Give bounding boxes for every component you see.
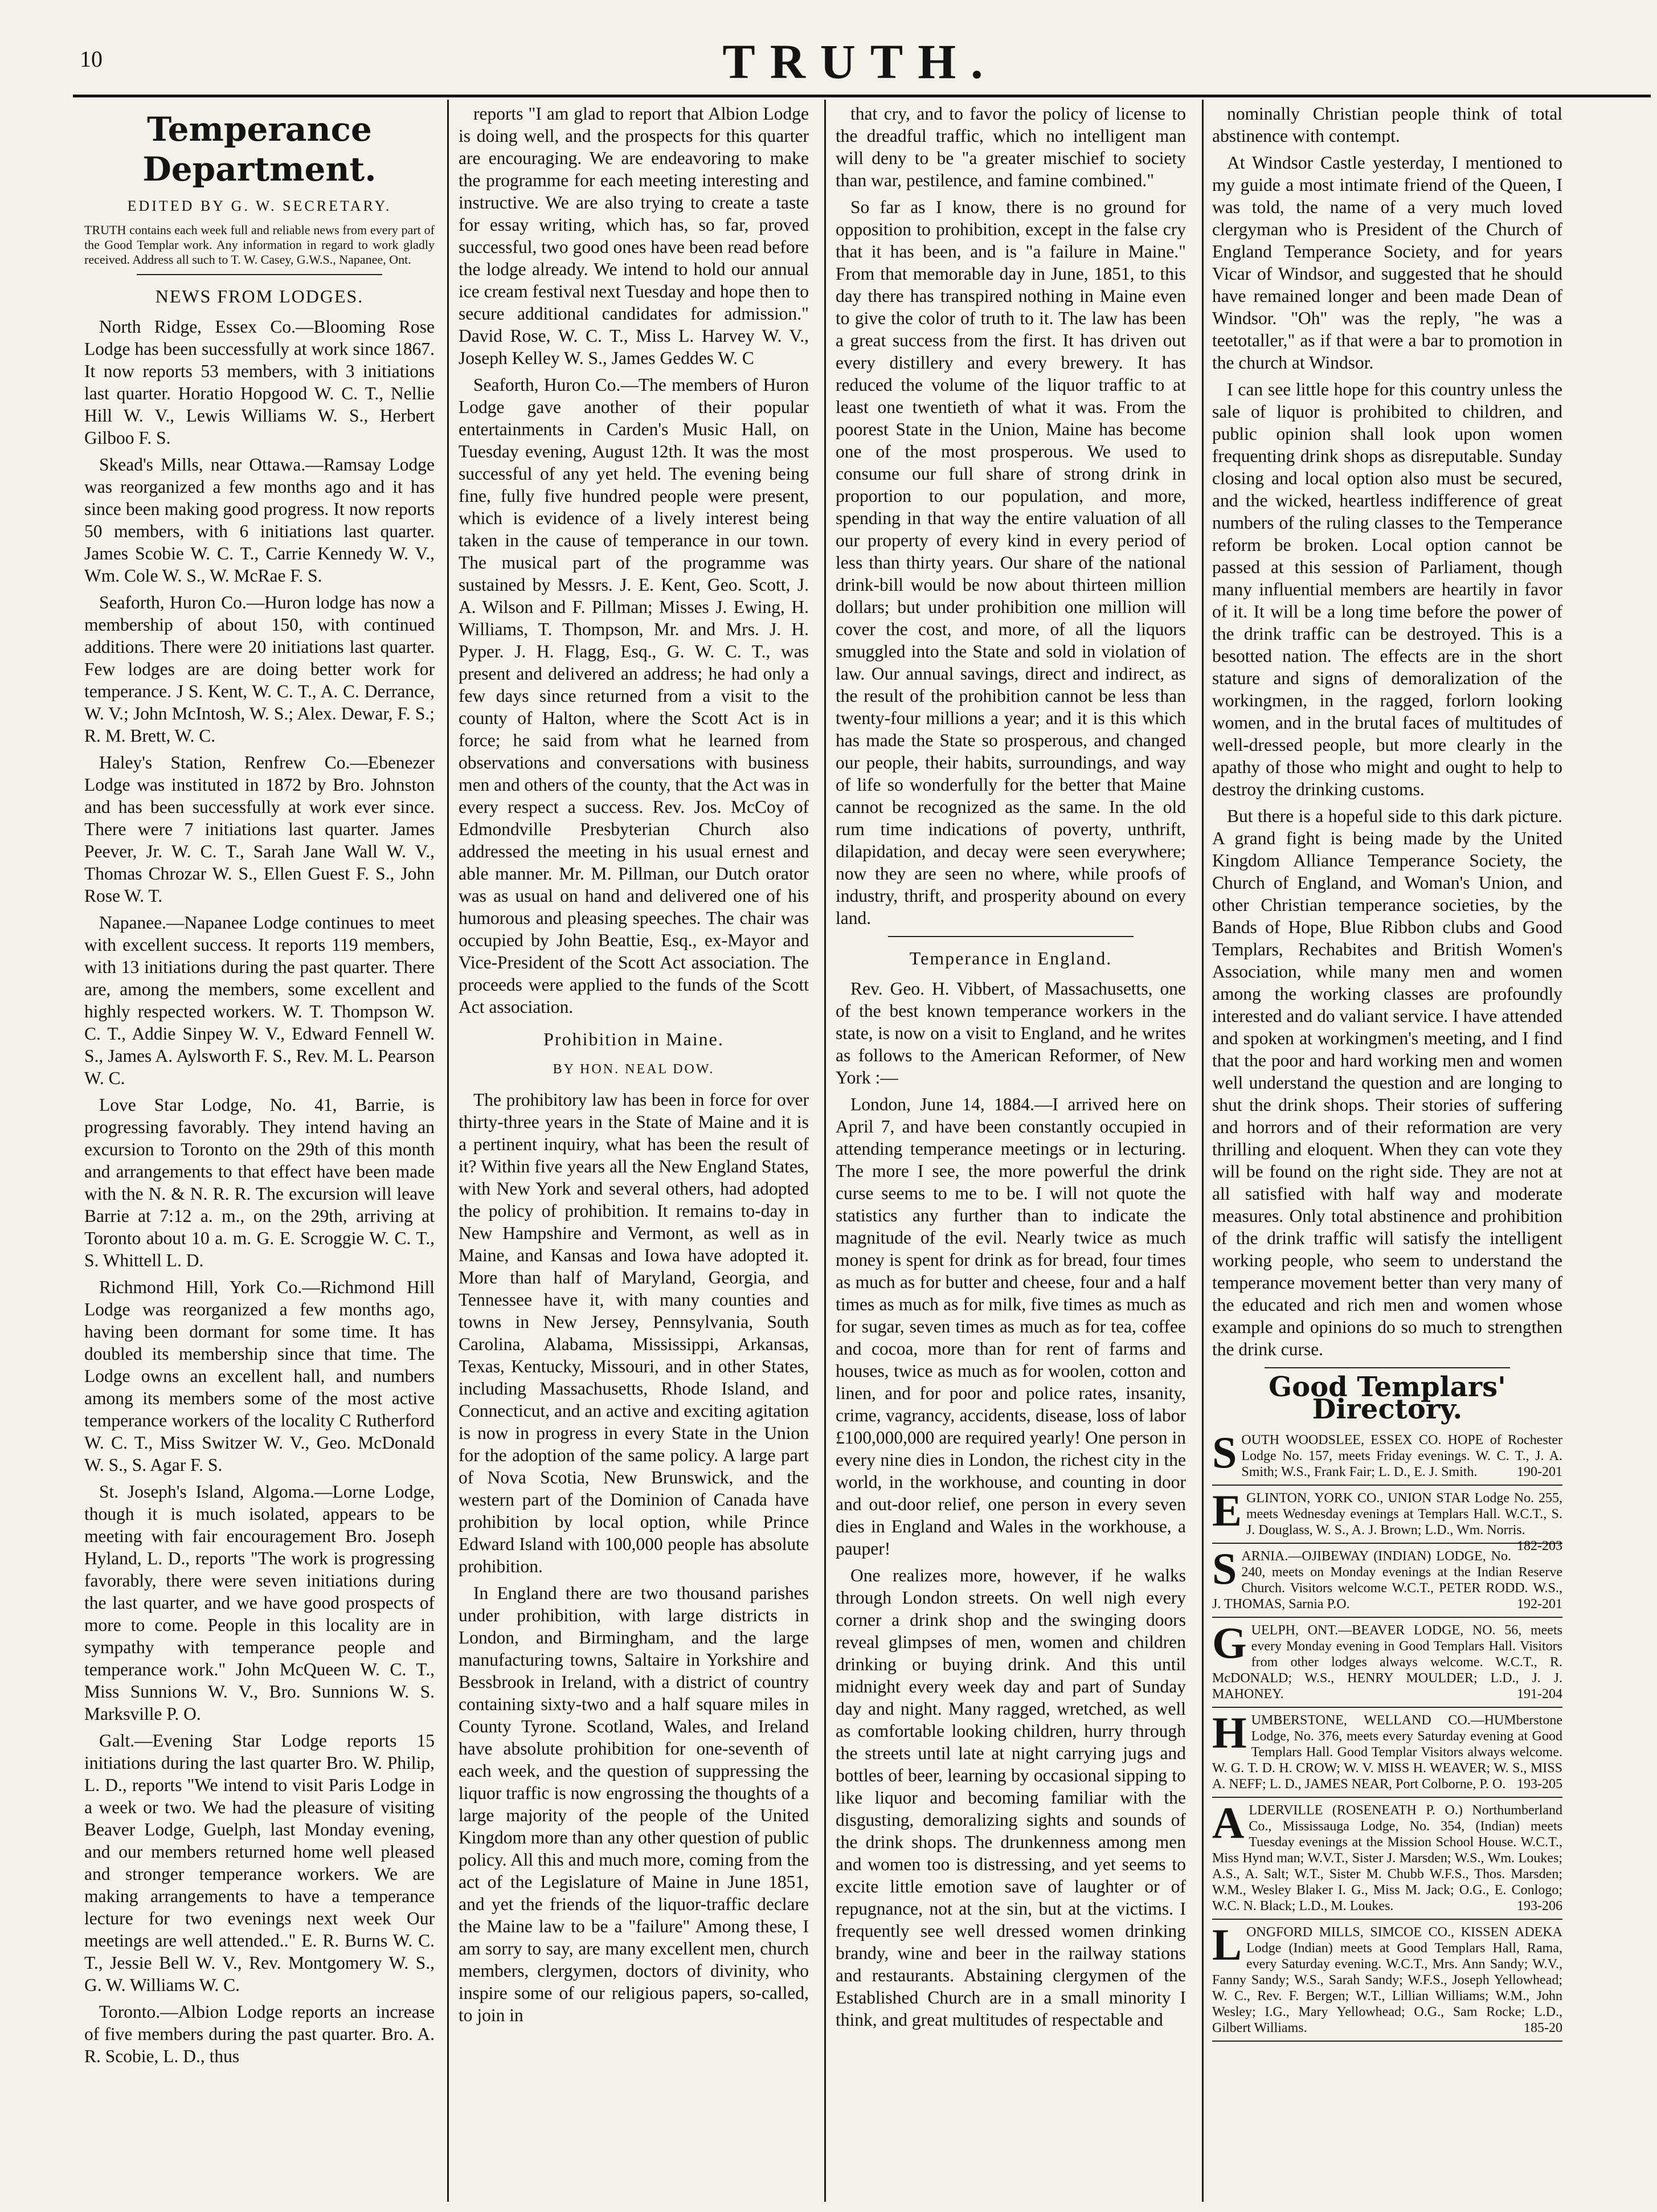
article-paragraph: In England there are two thousand parishes under prohibition, with large districts in London, and Birmingham, and the large manufacturing towns, Saltaire in Yorkshire and Bessbrook in Ireland, with a district of country containing sixty-two and a half square miles in County Tyrone. Scotland, Wales, and Ireland have absolute prohibition for one-seventh of each week, and the question of suppressing the liquor traffic is now engrossing the thoughts of a large majority of the people of the United Kingdom more than any other question of public policy. All this and much more, coming from the act of the Legislature of Maine in June 1851, and yet the friends of the liquor-traffic declare the Maine law to be a "failure" Among these, I am sorry to say, are many excellent men, church members, clergymen, doctors of divinity, who inspire some of our religious papers, so-called, to join in <box>459 1583 809 2025</box>
column-4 <box>1212 103 1562 2199</box>
lodge-report: Galt.—Evening Star Lodge reports 15 initiations during the last quarter Bro. W. Philip, L. D., reports "We intend to visit Paris Lodge in a week or two. We had the pleasure of visiting Beaver Lodge, Guelph, last Monday evening, and our members returned home well pleased and stronger temperance workers. We are making arrangements to have a temperance lecture for two evenings next week Our meetings are well attended.." E. R. Burns W. C. T., Jessie Bell W. V., Rev. Montgomery W. S., G. W. Williams W. C. <box>84 1731 435 1995</box>
edited-by-line: EDITED BY G. W. SECRETARY. <box>127 198 392 214</box>
directory-listing <box>1212 1618 1562 1708</box>
lodge-report: Toronto.—Albion Lodge reports an increase of five members during the past quarter. Bro. A. R. Scobie, L. D., thus <box>84 2002 435 2066</box>
listing-text: ONGFORD MILLS, SIMCOE CO., KISSEN ADEKA Lodge (Indian) meets at Good Templars Hall, Rama, every Saturday evening. W.C.T., Mrs. Ann Sandy; W.V., Fanny Sandy; W.S., Sarah Sandy; W.F.S., Joseph Yellowhead; W. C., Rev. F. Bergen; W.T., Lillian Williams; W.M., John Wesley; I.G., Mary Yellowhead; O.G., Sam Rocke; L.D., Gilbert Williams. <box>1212 1925 1562 2035</box>
listing-text: OUTH WOODSLEE, ESSEX CO. HOPE of Rochester Lodge No. 157, meets Friday evenings. W. C. T., J. A. Smith; W.S., Frank Fair; L. D., E. J. Smith. <box>1241 1433 1562 1479</box>
lodge-report: Richmond Hill, York Co.—Richmond Hill Lodge was reorganized a few months ago, having been dormant for some time. It has doubled its membership since that time. The Lodge owns an excellent hall, and numbers among its members some of the most active temperance workers of the locality C Rutherford W. C. T., Miss Switzer W. V., Geo. McDonald W. S., S. Agar F. S. <box>84 1277 435 1475</box>
article-paragraph: At Windsor Castle yesterday, I mentioned to my guide a most intimate friend of the Queen, I was told, the name of a very much loved clergyman who is President of the Church of England Temperance Society, and for years Vicar of Windsor, and suggested that he should have remained longer and been made Dean of Windsor. "Oh" was the reply, "he was a teetotaller," as if that were a bar to promotion in the church at Windsor. <box>1212 153 1562 373</box>
lodge-report: reports "I am glad to report that Albion Lodge is doing well, and the prospects for this quarter are encouraging. We are endeavoring to make the programme for each meeting interesting and instructive. We are also trying to create a taste for essay writing, which has, so far, proved successful, two good ones have been read before the lodge already. We intend to hold our annual ice cream festival next Tuesday and hope then to secure additional candidates for admission." David Rose, W. C. T., Miss L. Harvey W. V., Joseph Kelley W. S., James Geddes W. C <box>459 104 809 368</box>
article-rule <box>888 936 1134 937</box>
listing-text: ARNIA.—OJIBEWAY (INDIAN) LODGE, No. 240, meets on Monday evenings at the Indian Reserve Church. Visitors welcome W.C.T., PETER RODD. W.S., J. THOMAS, Sarnia P.O. <box>1212 1549 1562 1612</box>
directory-listing <box>1212 1920 1562 2042</box>
directory-listing <box>1212 1544 1562 1618</box>
lodge-report: North Ridge, Essex Co.—Blooming Rose Lodge has been successfully at work since 1867. It now reports 53 members, with 3 initiations last quarter. Horatio Hopgood W. C. T., Nellie Hill W. V., Lewis Williams W. S., Herbert Gilboo F. S. <box>84 317 435 448</box>
submission-notice: TRUTH contains each week full and reliable news from every part of the Good Templar work. Any information in regard to work gladly received. Address all such to T. W. Casey, G.W.S., Napanee, Ont. <box>84 223 435 267</box>
article-paragraph: I can see little hope for this country unless the sale of liquor is prohibited to children, and public opinion shall look upon women frequenting drink shops as disreputable. Sunday closing and local option also must be secured, and the wicked, heartless indifference of great numbers of the ruling classes to the Temperance reform be broken. Local option cannot be passed at this session of Parliament, though many influential members are heartily in favor of it. It will be a long time before the power of the drink traffic can be destroyed. This is a besotted nation. The effects are in the short stature and signs of demoralization of the workingmen, in the ragged, forlorn looking women, and in the brutal faces of multitudes of well-dressed people, but more clearly in the apathy of those who might and ought to help to destroy the drinking customs. <box>1212 379 1562 799</box>
lodge-report: Skead's Mills, near Ottawa.—Ramsay Lodge was reorganized a few months ago and it has since been making good progress. It now reports 50 members, with 6 initiations last quarter. James Scobie W. C. T., Carrie Kennedy W. V., Wm. Cole W. S., W. McRae F. S. <box>84 455 435 586</box>
article-paragraph: Rev. Geo. H. Vibbert, of Massachusetts, one of the best known temperance workers in the state, is now on a visit to England, and he writes as follows to the American Reformer, of New York :— <box>836 979 1186 1087</box>
listing-ref: 185-20 <box>1524 2021 1562 2035</box>
listing-ref: 182-203 <box>1517 1539 1562 1553</box>
drop-cap: E <box>1212 1486 1242 1535</box>
lodge-report: Seaforth, Huron Co.—The members of Huron Lodge gave another of their popular entertainments in Carden's Music Hall, on Tuesday evening, August 12th. It was the most successful of any yet held. The evening being fine, fully five hundred people were present, which is evidence of a lively interest being taken in the cause of temperance in our town. The musical part of the programme was sustained by Messrs. J. E. Kent, Geo. Scott, J. A. Wilson and F. Pillman; Misses J. Ewing, H. Williams, T. Thompson, Mr. and Mrs. J. H. Pyper. J. H. Flagg, Esq., G. W. C. T., was present and delivered an address; he had only a few days since returned from a visit to the county of Halton, where the Scott Act is in force; he said from what he learned from observations and conversations with business men and others of the county, that the Act was in every respect a success. Rev. Jos. McCoy of Edmondville Presbyterian Church also addressed the meeting in his usual ernest and able manner. Mr. M. Pillman, our Dutch orator was as usual on hand and delivered one of his humorous and pleasing speeches. The chair was occupied by John Beattie, Esq., ex-Mayor and Vice-President of the Scott Act association. The proceeds were applied to the funds of the Scott Act association. <box>459 375 809 1017</box>
column-3 <box>836 103 1186 2199</box>
section-rule <box>137 274 382 275</box>
column-1 <box>84 103 435 2199</box>
lodge-report: Napanee.—Napanee Lodge continues to meet with excellent success. It reports 119 members, with 13 initiations during the past quarter. There are, among the members, some excellent and highly respected workers. W. T. Thompson W. C. T., Addie Sinpey W. V., Edward Fennell W. S., James A. Aylsworth F. S., Rev. M. L. Pearson W. C. <box>84 913 435 1088</box>
listing-ref: 193-206 <box>1517 1899 1562 1913</box>
article-byline: BY HON. NEAL DOW. <box>553 1062 715 1077</box>
listing-text: UELPH, ONT.—BEAVER LODGE, NO. 56, meets every Monday evening in Good Templars Hall. Visitors from other lodges always welcome. W.C.T., R. McDONALD; W.S., HENRY MOULDER; L.D., J. J. MAHONEY. <box>1212 1623 1562 1702</box>
drop-cap: S <box>1212 1544 1237 1593</box>
listing-text: LDERVILLE (ROSENEATH P. O.) Northumberland Co., Mississauga Lodge, No. 354, (Indian) meets Tuesday evenings at the Mission School House. W.C.T., Miss Hynd man; W.V.T., Sister J. Marsden; W.S., Wm. Loukes; A.S., A. Salt; W.T., Sister M. Chubb W.F.S., Thos. Marsden; W.M., Wesley Blaker I. G., Miss M. Jack; O.G., E. Conlogo; W.C. N. Black; L.D., M. Loukes. <box>1212 1803 1562 1913</box>
header-rule <box>73 95 1651 97</box>
drop-cap: L <box>1212 1920 1242 1969</box>
listing-text: UMBERSTONE, WELLAND CO.—HUMberstone Lodge, No. 376, meets every Saturday evening at Good Templars Hall. Good Templar Visitors always welcome. W. G. T. D. H. CROW; W. V. MISS H. WEAVER; W. S., MISS A. NEFF; L. D., JAMES NEAR, Port Colborne, P. O. <box>1212 1713 1562 1792</box>
listing-ref: 193-205 <box>1517 1777 1562 1792</box>
directory-listing <box>1212 1798 1562 1920</box>
page-header <box>68 23 1652 91</box>
article-paragraph: The prohibitory law has been in force for over thirty-three years in the State of Maine and it is a pertinent inquiry, what has been the result of it? Within five years all the New England States, with New York and several others, had adopted the policy of prohibition. It remains to-day in New Hampshire and Vermont, as well as in Maine, and Kansas and Iowa have adopted it. More than half of Maryland, Georgia, and Tennessee have it, with many counties and towns in New Jersey, Pennsylvania, South Carolina, Alabama, Mississippi, Arkansas, Texas, Kentucky, Missouri, and in other States, including Massachusetts, Rhode Island, and Connecticut, and an active and exciting agitation is now in progress in every State in the Union for the adoption of the same policy. A large part of Nova Scotia, New Brunswick, and the western part of the Dominion of Canada have prohibition by local option, while Prince Edward Island with 100,000 people has absolute prohibition. <box>459 1090 809 1576</box>
article-paragraph: One realizes more, however, if he walks through London streets. On well nigh every corner a drink shop and the swinging doors reveal glimpses of men, women and children drinking or buying drink. And this until midnight every week day and part of Sunday day and night. Many ragged, wretched, as well as comfortable looking children, hurry through the streets until late at night carrying jugs and bottles of beer, learning by occasional sipping to like liquor and becoming familiar with the disgusting, demoralizing sights and sounds of the drink shops. The drunkenness among men and women too is distressing, and yet seems to excite little emotion save of laughter or of repugnance, not at the sin, but at the victims. I frequently see well dressed women drinking brandy, wine and beer in the railway stations and restaurants. Abstaining clergymen of the Established Church are in a small minority I think, and great multitudes of respectable and <box>836 1565 1186 2030</box>
drop-cap: H <box>1212 1708 1247 1757</box>
directory-listing <box>1212 1428 1562 1486</box>
column-divider <box>447 100 449 2202</box>
column-divider <box>1202 100 1204 2202</box>
drop-cap: A <box>1212 1798 1245 1847</box>
section-heading: NEWS FROM LODGES. <box>155 286 364 306</box>
lodge-report: Seaforth, Huron Co.—Huron lodge has now a membership of about 150, with continued additions. There were 20 initiations last quarter. Few lodges are are doing better work for temperance. J S. Kent, W. C. T., A. C. Derrance, W. V.; John McIntosh, W. S.; Alex. Dewar, F. S.; R. M. Brett, W. C. <box>84 592 435 746</box>
directory-heading: Good Templars' Directory. <box>1269 1371 1506 1425</box>
article-paragraph: So far as I know, there is no ground for opposition to prohibition, except in the false cry that it has been, and is "a failure in Maine." From that memorable day in June, 1851, to this day there has transpired nothing in Maine even to give the color of truth to it. The law has been a great success from the first. It has driven out every distillery and every brewery. It has reduced the volume of the liquor traffic to at least one twentieth of what it was. From the poorest State in the Union, Maine has become one of the most prosperous. We used to consume our full share of strong drink in proportion to our population, and more, spending in that way the entire valuation of all our property of every kind in every period of less than thirty years. Our share of the national drink-bill would be now about thirteen million dollars; but under prohibition one million will cover the cost, and more, of all the liquors smuggled into the State and sold in violation of law. Our annual savings, direct and indirect, as the result of the prohibition cannot be less than twenty-four millions a year; and it is this which has made the State so prosperous, and changed our people, their habits, surroundings, and way of life so wonderfully for the better that Maine cannot be recognized as the same. In the old rum time indications of poverty, unthrift, dilapidation, and decay were seen everywhere; now they are seen no where, while proofs of industry, thrift, and prosperity abound on every land. <box>836 197 1186 928</box>
article-heading-england: Temperance in England. <box>909 948 1112 968</box>
article-heading-maine: Prohibition in Maine. <box>543 1029 724 1049</box>
listing-ref: 191-204 <box>1517 1687 1562 1702</box>
lodge-report: Haley's Station, Renfrew Co.—Ebenezer Lodge was instituted in 1872 by Bro. Johnston and has been successfully at work ever since. There were 7 initiations last quarter. James Peever, Jr. W. C. T., Sarah Jane Wall W. V., Thomas Chrozar W. S., Ellen Guest F. S., John Rose W. T. <box>84 753 435 906</box>
column-2 <box>459 103 809 2199</box>
newspaper-title: TRUTH. <box>722 34 998 89</box>
section-rule <box>1265 1367 1510 1368</box>
drop-cap: G <box>1212 1618 1247 1667</box>
directory-listing <box>1212 1486 1562 1553</box>
column-divider <box>824 100 826 2202</box>
directory-listing <box>1212 1708 1562 1798</box>
lodge-report: Love Star Lodge, No. 41, Barrie, is progressing favorably. They intend having an excursion to Toronto on the 29th of this month and arrangements to that effect have been made with the N. & N. R. R. The excursion will leave Barrie at 7:12 a. m., on the 29th, arriving at Toronto about 10 a. m. G. E. Scroggie W. C. T., S. Whittell L. D. <box>84 1095 435 1270</box>
listing-ref: 192-201 <box>1517 1597 1562 1612</box>
listing-ref: 190-201 <box>1517 1465 1562 1479</box>
page-number: 10 <box>80 46 103 72</box>
department-title: Temperance Department. <box>142 110 377 189</box>
article-paragraph: But there is a hopeful side to this dark picture. A grand fight is being made by the United Kingdom Alliance Temperance Society, the Church of England, and Woman's Union, and other Christian temperance societies, by the Bands of Hope, Blue Ribbon clubs and Good Templars, Rechabites and British Women's Association, while many men and women among the working classes are profoundly interested and do valiant service. I have attended and spoken at workingmen's meeting, and I find that the poor and hard working men and women well understand the question and are longing to shut the drink shops. Their stories of suffering and horrors and of their reformation are very thrilling and eloquent. When they can vote they will be found on the right side. They are not at all satisfied with half way and moderate measures. Only total abstinence and prohibition of the drink traffic will satisfy the intelligent working people, who seem to understand the temperance movement better than very many of the educated and rich men and women whose example and opinions do so much to strengthen the drink curse. <box>1212 806 1562 1359</box>
lodge-report: St. Joseph's Island, Algoma.—Lorne Lodge, though it is much isolated, appears to be meeting with fair encouragement Bro. Joseph Hyland, L. D., reports "The work is progressing favorably, there were seven initiations during the last quarter, and we have good prospects of more to come. People in this locality are in sympathy with temperance people and temperance work." John McQueen W. C. T., Miss Sunnions W. V., Bro. Sunnions W. S. Marksville P. O. <box>84 1482 435 1724</box>
article-paragraph: that cry, and to favor the policy of license to the dreadful traffic, which no intelligent man will deny to be "a greater mischief to society than war, pestilence, and famine combined." <box>836 104 1186 190</box>
article-paragraph: London, June 14, 1884.—I arrived here on April 7, and have been constantly occupied in attending temperance meetings or in lecturing. The more I see, the more powerful the drink curse seems to me to be. I will not quote the statistics any further than to indicate the magnitude of the evil. Nearly twice as much money is spent for drink as for bread, four times as much as for butter and cheese, four and a half times as much as for milk, five times as much as for sugar, seven times as much as for tea, coffee and cocoa, more than for rent of farms and houses, twice as much as for woolen, cotton and linen, and for poor and police rates, insanity, crime, vagrancy, accidents, disease, loss of labor £100,000,000 are required yearly! One person in every nine dies in London, the richest city in the world, in the workhouse, and counting in door and out-door relief, one person in every seven dies in England and Wales in the workhouse, a pauper! <box>836 1094 1186 1559</box>
drop-cap: S <box>1212 1428 1237 1477</box>
directory-listings <box>1212 1428 1562 2042</box>
article-paragraph: nominally Christian people think of total abstinence with contempt. <box>1212 104 1562 146</box>
listing-text: GLINTON, YORK CO., UNION STAR Lodge No. 255, meets Wednesday evenings at Templars Hall. W.C.T., S. J. Douglass, W. S., A. J. Brown; L.D., Wm. Norris. <box>1246 1491 1562 1538</box>
